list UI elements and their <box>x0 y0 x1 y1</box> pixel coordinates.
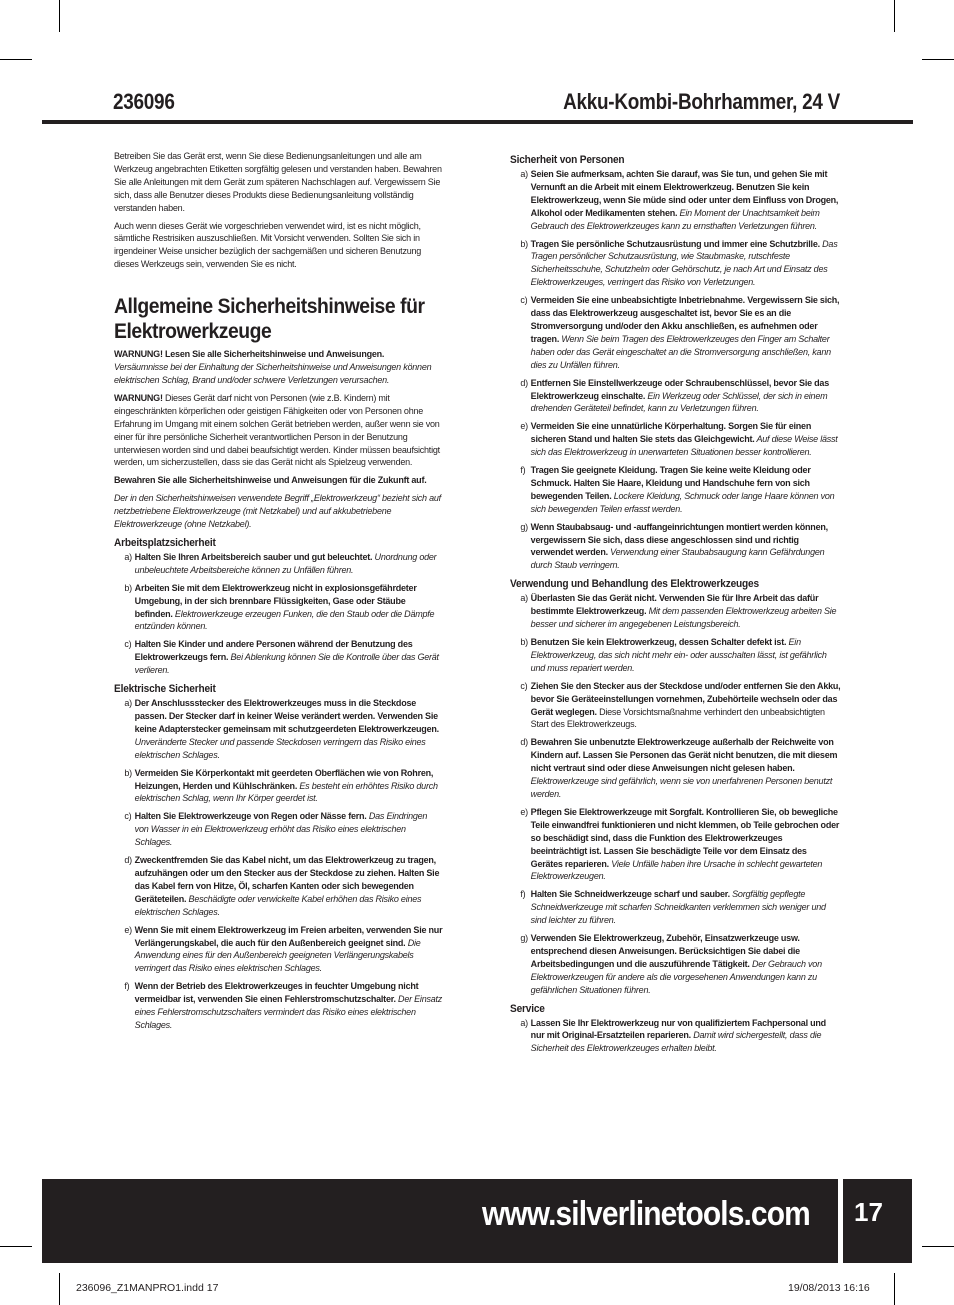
warning-paragraph <box>114 349 443 388</box>
page-number: 17 <box>854 1197 883 1227</box>
list-italic: Unveränderte Stecker und passende Steckdosen verringern das Risiko eines elektrischen Schlages. <box>134 736 426 761</box>
header-rule <box>42 120 913 124</box>
list-label: c) <box>520 295 528 307</box>
subsection-title: Arbeitsplatzsicherheit <box>114 536 216 549</box>
list-bold: Ziehen Sie den Stecker aus der Steckdose und/oder entfernen Sie den Akku, bevor Sie Geräteeinstellungen vornehmen, Zubehörteile wechseln oder das Gerät weglegen. <box>530 680 841 718</box>
list-bold: Halten Sie Kinder und andere Personen während der Benutzung des Elektrowerkzeugs fern. <box>134 639 413 664</box>
list-italic: Elektrowerkzeuge sind gefährlich, wenn sie von unerfahrenen Personen benutzt werden. <box>530 776 833 800</box>
list-label: e) <box>124 924 132 936</box>
keep-instructions: Bewahren Sie alle Sicherheitshinweise und Anweisungen für die Zukunft auf. <box>114 475 427 487</box>
list-bold: Der Anschlussstecker des Elektrowerkzeuges muss in die Steckdose passen. Der Stecker darf in keiner Weise verändert werden. Verwenden Sie keine Adapterstecker gemeinsam mit schutzgeerdeten Elektrowerkzeugen. <box>134 698 439 735</box>
list-italic: Wenn Sie beim Tragen des Elektrowerkzeuges den Finger am Schalter haben oder das Gerät eingeschaltet an die Stromversorgung anschließen, kann dies zu Unfällen führen. <box>530 333 831 371</box>
list-italic: Sorgfältig gepflegte Schneidwerkzeuge mit scharfen Schneidkanten verklemmen sich weniger und sind leichter zu führen. <box>530 889 826 927</box>
section-heading: Allgemeine Sicherheitshinweise für Elektrowerkzeuge <box>114 294 425 344</box>
crop-mark <box>922 1246 954 1247</box>
list-italic: Unordnung oder unbeleuchtete Arbeitsbereiche können zu Unfällen führen. <box>134 551 437 576</box>
list-item <box>114 698 443 763</box>
subsection-title: Service <box>510 1002 545 1015</box>
list-bold: Zweckentfremden Sie das Kabel nicht, um das Elektrowerkzeug zu tragen, aufzuhängen oder um den Stecker aus der Steckdose zu ziehen. Halten Sie das Kabel fern von Hitze, Öl, scharfen Kanten oder sich bewegenden Geräteteilen. <box>134 855 440 905</box>
list-bold: Benutzen Sie kein Elektrowerkzeug, dessen Schalter defekt ist. <box>530 637 787 648</box>
list-bold: Entfernen Sie Einstellwerkzeuge oder Schraubenschlüssel, bevor Sie das Elektrowerkzeug einschalte. <box>530 377 829 402</box>
subsection-items <box>510 169 841 573</box>
list-italic: Es besteht ein erhöhtes Risiko durch elektrischen Schlag, wenn Ihr Körper geerdet ist. <box>134 780 438 805</box>
intro-paragraph: Auch wenn dieses Gerät wie vorgeschrieben verwendet wird, ist es nicht möglich, sämtliche Restrisiken auszuschließen. Mit Vorsicht verwenden. Sollten Sie sich in irgendeiner Weise unsicher bezüglich der sachgemäßen und sicheren Benutzung dieses Werkzeugs sein, verwenden Sie es nicht. <box>114 220 422 271</box>
list-label: a) <box>520 169 528 180</box>
subsection-items <box>114 698 443 1033</box>
list-item <box>510 421 841 460</box>
list-label: b) <box>124 582 132 594</box>
list-label: a) <box>520 1017 528 1029</box>
list-bold: Vermeiden Sie eine unbeabsichtigte Inbetriebnahme. Vergewissern Sie sich, dass das Elektrowerkzeug ausgeschaltet ist, bevor Sie es an die Stromversorgung und/oder den Akku anschließen, es aufnehmen oder tragen. <box>530 295 840 345</box>
list-bold: Lassen Sie Ihr Elektrowerkzeug nur von qualifiziertem Fachpersonal und nur mit Original-Ersatzteilen reparieren. <box>530 1017 826 1042</box>
list-italic: Verwendung einer Staubabsaugung kann Gefährdungen durch Staub verringern. <box>530 547 825 572</box>
list-bold: Wenn Sie mit einem Elektrowerkzeug im Freien arbeiten, verwenden Sie nur Verlängerungskabel, die auch für den Außenbereich geeignet sind. <box>134 924 443 949</box>
list-italic: Auf diese Weise lässt sich das Elektrowerkzeug in unerwarteten Situationen besser kontrollieren. <box>530 434 838 459</box>
list-bold: Halten Sie Elektrowerkzeuge von Regen oder Nässe fern. <box>134 811 367 823</box>
list-bold: Seien Sie aufmerksam, achten Sie darauf, was Sie tun, und gehen Sie mit Vernunft an die Arbeit mit einem Elektrowerkzeug. Benutzen Sie kein Elektrowerkzeug, wenn Sie müde sind oder unter dem Einfluss von Drogen, Alkohol oder Medikamenten stehen. <box>530 169 839 219</box>
list-item <box>114 855 443 920</box>
list-bold: Bewahren Sie unbenutzte Elektrowerkzeuge außerhalb der Reichweite von Kindern auf. Lassen Sie Personen das Gerät nicht benutzen, die mit diesem nicht vertraut sind oder diese Anweisungen nicht gelesen haben. <box>530 737 838 775</box>
list-item <box>510 295 841 372</box>
list-label: c) <box>124 639 132 651</box>
product-number: 236096 <box>113 89 175 114</box>
list-italic: Damit wird sichergestellt, dass die Sicherheit des Elektrowerkzeuges erhalten bleibt. <box>530 1030 822 1055</box>
warning-paragraph <box>114 393 443 470</box>
right-sections <box>510 154 842 1056</box>
list-item <box>510 807 841 884</box>
list-item <box>114 925 443 977</box>
list-label: c) <box>520 680 528 692</box>
list-item <box>510 169 841 234</box>
subsection-title: Verwendung und Behandlung des Elektrowerkzeuges <box>510 578 759 591</box>
subsection-items <box>114 552 443 678</box>
list-label: f) <box>124 981 130 993</box>
list-item <box>114 768 443 807</box>
warning-italic: Versäumnisse bei der Einhaltung der Sicherheitshinweise und Anweisungen können elektrischen Schlag, Brand und/oder schwere Verletzungen verursachen. <box>114 362 432 386</box>
list-italic: Bei Ablenkung können Sie die Kontrolle über das Gerät verlieren. <box>134 652 439 677</box>
list-item <box>510 378 841 417</box>
list-item <box>510 681 841 733</box>
crop-mark <box>59 1273 60 1305</box>
list-label: e) <box>520 806 528 818</box>
list-label: f) <box>520 465 526 477</box>
list-italic: Elektrowerkzeuge erzeugen Funken, die den Staub oder die Dämpfe entzünden können. <box>134 608 435 633</box>
crop-mark <box>894 1273 895 1305</box>
list-bold: Halten Sie Schneidwerkzeuge scharf und sauber. <box>530 889 730 901</box>
list-label: c) <box>124 811 132 823</box>
list-italic: Ein Moment der Unachtsamkeit beim Gebrauch des Elektrowerkzeuges kann zu ernsthaften Verletzungen führen. <box>530 207 820 232</box>
list-bold: Überlasten Sie das Gerät nicht. Verwenden Sie für Ihre Arbeit das dafür bestimmte Elektrowerkzeug. <box>530 593 819 618</box>
list-italic: Der Einsatz eines Fehlerstromschutzschalters vermindert das Risiko eines elektrischen Schlages. <box>134 994 443 1031</box>
list-item <box>114 639 443 678</box>
list-bold: Pflegen Sie Elektrowerkzeuge mit Sorgfalt. Kontrollieren Sie, ob bewegliche Teile einwandfrei funktionieren und nicht klemmen, ob Teile gebrochen oder so beschädigt sind, dass die Funktion des Elektrowerkzeuges beeinträchtigt ist. Lassen Sie beschädigte Teile vor dem Einsatz des Gerätes reparieren. <box>530 806 840 870</box>
list-label: g) <box>520 521 528 533</box>
list-label: b) <box>520 238 528 250</box>
list-bold: Wenn der Betrieb des Elektrowerkzeuges in feuchter Umgebung nicht vermeidbar ist, verwenden Sie einen Fehlerstromschutzschalter. <box>134 981 419 1006</box>
list-italic: Lockere Kleidung, Schmuck oder lange Haare können von sich bewegenden Teilen erfasst werden. <box>530 490 835 515</box>
list-bold: Halten Sie Ihren Arbeitsbereich sauber und gut beleuchtet. <box>134 551 373 563</box>
list-label: f) <box>520 889 526 901</box>
list-item <box>114 811 443 850</box>
list-label: b) <box>520 637 528 648</box>
list-bold: Tragen Sie geeignete Kleidung. Tragen Sie keine weite Kleidung oder Schmuck. Halten Sie Haare, Kleidung und Handschuhe fern von sich bewegenden Teilen. <box>530 465 811 502</box>
subsection-items <box>510 593 841 997</box>
list-item <box>114 981 443 1033</box>
crop-mark <box>894 0 895 32</box>
list-italic: Ein Elektrowerkzeug, das sich nicht mehr ein- oder ausschalten lässt, ist gefährlich und muss repariert werden. <box>530 637 827 674</box>
product-title: Akku-Kombi-Bohrhammer, 24 V <box>563 89 840 114</box>
crop-mark <box>0 59 32 60</box>
list-bold: Tragen Sie persönliche Schutzausrüstung und immer eine Schutzbrille. <box>530 238 820 250</box>
list-label: e) <box>520 421 528 433</box>
crop-mark <box>59 0 60 32</box>
list-item <box>510 933 841 998</box>
list-item <box>510 239 841 291</box>
footer-separator <box>838 1179 843 1263</box>
list-label: d) <box>124 855 132 867</box>
list-item <box>114 583 443 635</box>
intro-paragraph: Betreiben Sie das Gerät erst, wenn Sie diese Bedienungsanleitungen und alle am Werkzeug angebrachten Etiketten sorgfältig gelesen und verstanden haben. Bewahren Sie alle Anleitungen mit dem Gerät zum späteren Nachschlagen auf. Vergewissern Sie sich, dass alle Benutzer dieses Produkts diese Bedienungsanleitung vollständig verstanden haben. <box>114 151 442 214</box>
list-item <box>510 522 841 574</box>
page-header <box>113 89 840 117</box>
list-italic: Die Anwendung eines für den Außenbereich geeigneten Verlängerungskabels verringert das Risiko eines elektrischen Schlages. <box>134 937 421 975</box>
list-item <box>510 737 841 802</box>
list-label: d) <box>520 737 528 749</box>
slug-date: 19/08/2013 16:16 <box>788 1282 870 1294</box>
subsection-title: Sicherheit von Personen <box>510 154 625 166</box>
list-normal: Diese Vorsichtsmaßnahme verhindert den unbeabsichtigten Start des Elektrowerkzeugs. <box>530 706 825 731</box>
subsection-items <box>510 1018 841 1057</box>
subsection-title: Elektrische Sicherheit <box>114 683 216 696</box>
slug-file: 236096_Z1MANPRO1.indd 17 <box>76 1282 219 1294</box>
website-link[interactable]: www.silverlinetools.com <box>482 1195 810 1233</box>
list-italic: Der Gebrauch von Elektrowerkzeugen für andere als die vorgesehenen Anwendungen kann zu gefährlichen Situationen führen. <box>530 958 822 996</box>
intro-text <box>114 151 443 272</box>
term-definition: Der in den Sicherheitshinweisen verwendete Begriff „Elektrowerkzeug“ bezieht sich auf netzbetriebene Elektrowerkzeuge (mit Netzkabel) und auf akkubetriebene Elektrowerkzeuge (ohne Netzkabel). <box>114 493 441 531</box>
left-sections <box>114 537 444 1033</box>
list-item <box>510 889 841 928</box>
list-bold: Verwenden Sie Elektrowerkzeug, Zubehör, Einsatzwerkzeuge usw. entsprechend diesen Anweisungen. Berücksichtigen Sie dabei die Arbeitsbedingungen und die auszuführende Tätigkeit. <box>530 933 800 970</box>
warning-bold: WARNUNG! Lesen Sie alle Sicherheitshinweise und Anweisungen. <box>114 349 385 361</box>
list-label: a) <box>124 551 132 563</box>
list-item <box>510 1018 841 1057</box>
list-bold: Vermeiden Sie eine unnatürliche Körperhaltung. Sorgen Sie für einen sicheren Stand und halten Sie stets das Gleichgewicht. <box>530 421 812 446</box>
right-column <box>510 151 842 1061</box>
warning-bold: WARNUNG! <box>114 392 163 404</box>
list-italic: Ein Werkzeug oder Schlüssel, der sich in einem drehenden Geräteteil befindet, kann zu Verletzungen führen. <box>530 390 828 415</box>
list-label: b) <box>124 767 132 779</box>
list-item <box>510 593 841 632</box>
list-item <box>510 637 841 676</box>
list-label: a) <box>124 698 132 710</box>
list-italic: Mit dem passenden Elektrowerkzeug arbeiten Sie besser und sicherer im angegebenen Leistungsbereich. <box>530 606 837 631</box>
list-label: d) <box>520 377 528 389</box>
crop-mark <box>922 59 954 60</box>
list-italic: Beschädigte oder verwickelte Kabel erhöhen das Risiko eines elektrischen Schlages. <box>134 893 422 918</box>
list-italic: Viele Unfälle haben ihre Ursache in schlecht gewarteten Elektrowerkzeugen. <box>530 858 823 883</box>
crop-mark <box>0 1246 32 1247</box>
list-bold: Wenn Staubabsaug- und -auffangeinrichtungen montiert werden können, vergewissern Sie sich, dass diese angeschlossen sind und richtig verwendet werden. <box>530 521 828 559</box>
list-item <box>510 465 841 517</box>
list-bold: Arbeiten Sie mit dem Elektrowerkzeug nicht in explosionsgefährdeter Umgebung, in der sich brennbare Flüssigkeiten, Gase oder Stäube befinden. <box>134 582 417 620</box>
warning-text: Dieses Gerät darf nicht von Personen (wie z.B. Kindern) mit eingeschränkten körperlichen oder geistigen Fähigkeiten oder von Personen ohne Erfahrung im Umgang mit einem solchen Gerät betrieben werden, außer wenn sie von einer für ihre persönliche Sicherheit verantwortlichen Person in der Benutzung unterwiesen worden sind und dabei beaufsichtigt werden. Kinder müssen beaufsichtigt werden, um sicherzustellen, dass sie das Gerät nicht als Spielzeug verwenden. <box>114 392 440 469</box>
list-bold: Vermeiden Sie Körperkontakt mit geerdeten Oberflächen wie von Rohren, Heizungen, Herden und Kühlschränken. <box>134 767 434 792</box>
list-item <box>114 552 443 578</box>
left-column <box>114 151 444 1038</box>
list-label: a) <box>520 593 528 605</box>
list-italic: Das Eindringen von Wasser in ein Elektrowerkzeug erhöht das Risiko eines elektrischen Schlages. <box>134 811 428 849</box>
list-label: g) <box>520 933 528 945</box>
footer-band <box>42 1179 912 1263</box>
list-italic: Das Tragen persönlicher Schutzausrüstung, wie Staubmaske, rutschfeste Sicherheitsschuhe, Schutzhelm oder Gehörschutz, je nach Art und Einsatz des Elektrowerkzeuges, verringert das Risiko von Verletzungen. <box>530 238 838 289</box>
